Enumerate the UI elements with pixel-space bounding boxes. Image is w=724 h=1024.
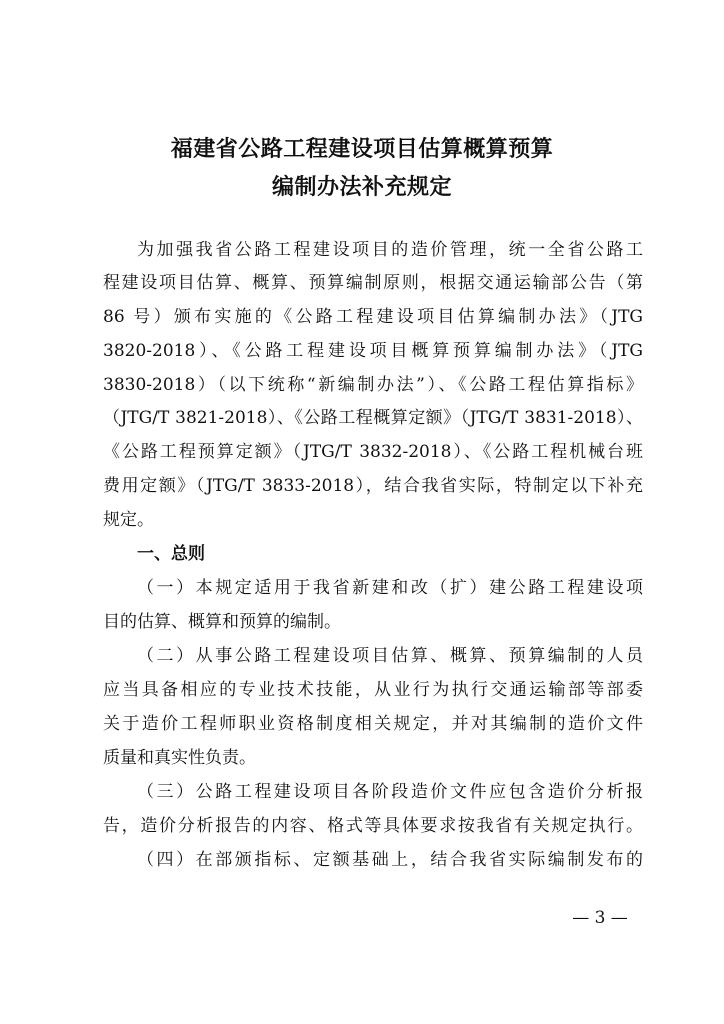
page-number: — 3 — xyxy=(572,908,628,928)
section-heading-general: 一、总则 xyxy=(137,544,205,564)
paragraph-intro-line-6: （JTG/T 3821-2018）、《公路工程概算定额》（JTG/T 3831-2018）、 xyxy=(103,408,643,428)
clause-2-line-2: 应当具备相应的专业技术技能，从业行为执行交通运输部等部委 xyxy=(103,680,643,700)
paragraph-intro-line-7: 《公路工程预算定额》（JTG/T 3832-2018）、《公路工程机械台班 xyxy=(103,442,643,462)
clause-3-line-1: （三）公路工程建设项目各阶段造价文件应包含造价分析报 xyxy=(137,782,643,802)
clause-2-line-1: （二）从事公路工程建设项目估算、概算、预算编制的人员 xyxy=(137,646,643,666)
clause-3-line-2: 告，造价分析报告的内容、格式等具体要求按我省有关规定执行。 xyxy=(103,816,643,836)
paragraph-intro-line-2: 程建设项目估算、概算、预算编制原则，根据交通运输部公告（第 xyxy=(103,273,643,293)
paragraph-intro-line-9: 规定。 xyxy=(103,510,154,530)
clause-1-line-1: （一）本规定适用于我省新建和改（扩）建公路工程建设项 xyxy=(137,578,643,598)
document-title-line-2: 编制办法补充规定 xyxy=(271,174,452,200)
clause-2-line-3: 关于造价工程师职业资格制度相关规定，并对其编制的造价文件 xyxy=(103,714,643,734)
paragraph-intro-line-4: 3820-2018）、《公路工程建设项目概算预算编制办法》（JTG xyxy=(103,341,643,361)
paragraph-intro-line-1: 为加强我省公路工程建设项目的造价管理，统一全省公路工 xyxy=(137,240,643,260)
clause-1-line-2: 目的估算、概算和预算的编制。 xyxy=(103,612,341,632)
clause-4-line-1: （四）在部颁指标、定额基础上，结合我省实际编制发布的 xyxy=(137,850,643,870)
document-title-line-1: 福建省公路工程建设项目估算概算预算 xyxy=(170,136,554,162)
paragraph-intro-line-8: 费用定额》（JTG/T 3833-2018），结合我省实际，特制定以下补充 xyxy=(103,476,643,496)
paragraph-intro-line-3: 86 号）颁布实施的《公路工程建设项目估算编制办法》（JTG xyxy=(103,307,643,327)
clause-2-line-4: 质量和真实性负责。 xyxy=(103,748,256,768)
paragraph-intro-line-5: 3830-2018）（以下统称“新编制办法”）、《公路工程估算指标》 xyxy=(103,375,643,395)
